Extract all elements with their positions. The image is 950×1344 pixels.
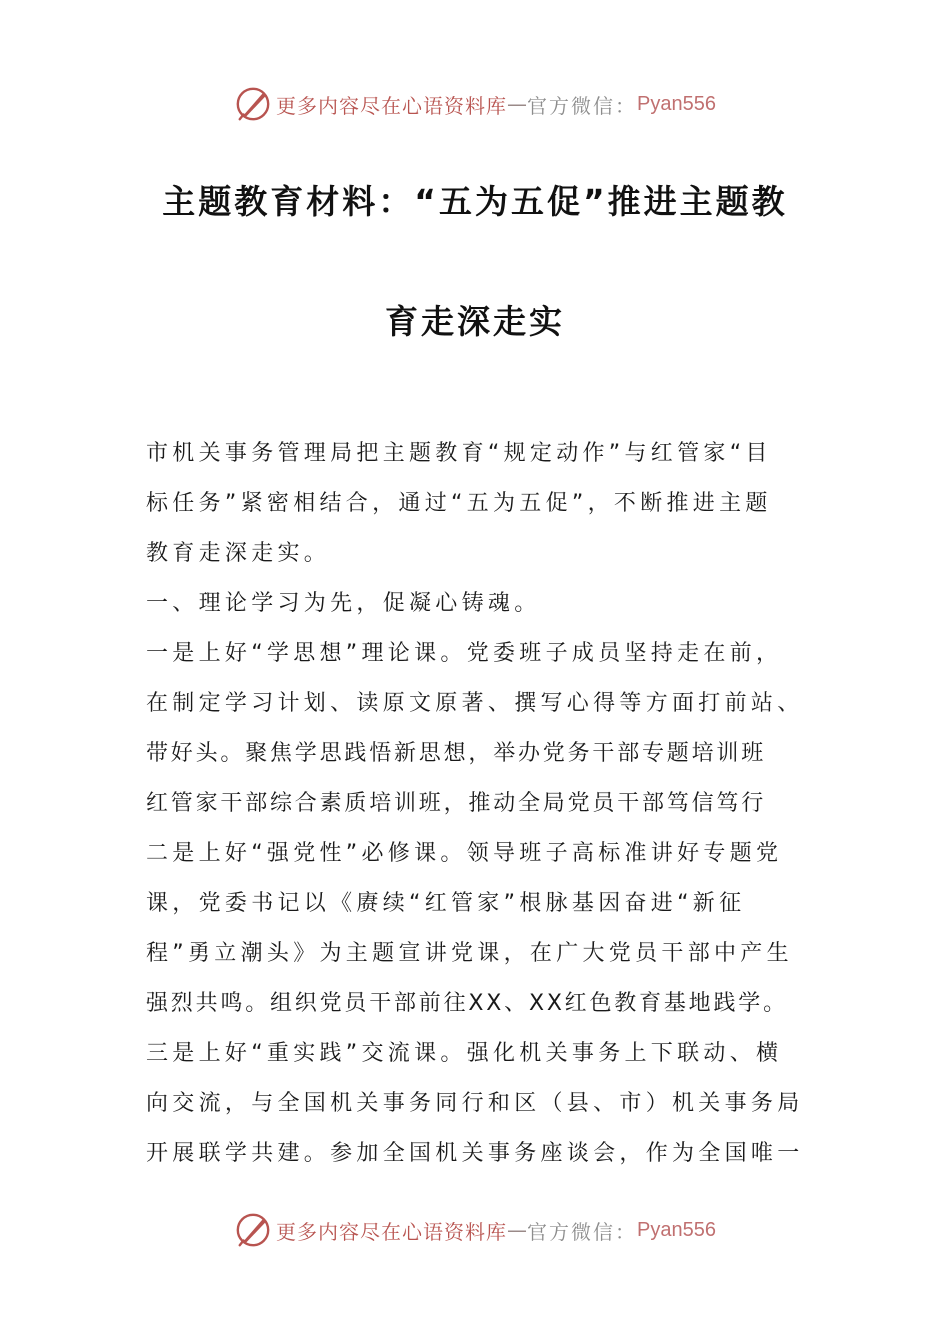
body-line: 带好头。聚焦学思践悟新思想，举办党务干部专题培训班 bbox=[146, 741, 767, 766]
document-body bbox=[146, 429, 811, 1179]
body-line: 二是上好“强党性”必修课。领导班子高标准讲好专题党 bbox=[146, 841, 783, 866]
watermark-wechat-label: 官方微信： bbox=[527, 1219, 638, 1244]
document-title-line-1: 主题教育材料：“五为五促”推进主题教 bbox=[162, 182, 788, 221]
body-line: 强烈共鸣。组织党员干部前往XX、XX红色教育基地践学。 bbox=[146, 991, 788, 1016]
body-line: 开展联学共建。参加全国机关事务座谈会，作为全国唯一 bbox=[146, 1141, 804, 1166]
body-line: 市机关事务管理局把主题教育“规定动作”与红管家“目 bbox=[146, 441, 772, 466]
watermark-wechat-id: Pyan556 bbox=[637, 92, 716, 115]
watermark-wechat-id: Pyan556 bbox=[637, 1218, 716, 1241]
watermark-dash: — bbox=[507, 92, 528, 116]
body-line: 标任务”紧密相结合，通过“五为五促”，不断推进主题 bbox=[146, 491, 772, 516]
body-line: 教育走深走实。 bbox=[146, 541, 331, 566]
watermark-text: 更多内容尽在心语资料库 bbox=[276, 93, 508, 118]
document-title-line-2: 育走深走实 bbox=[385, 302, 565, 341]
watermark-dash: — bbox=[507, 1218, 528, 1242]
body-line: 在制定学习计划、读原文原著、撰写心得等方面打前站、 bbox=[146, 691, 804, 716]
watermark-wechat-label: 官方微信： bbox=[527, 93, 638, 118]
body-line: 程”勇立潮头》为主题宣讲党课，在广大党员干部中产生 bbox=[146, 941, 793, 966]
body-line: 课，党委书记以《赓续“红管家”根脉基因奋进“新征 bbox=[146, 891, 746, 916]
body-line: 红管家干部综合素质培训班，推动全局党员干部笃信笃行 bbox=[146, 791, 767, 816]
body-line: 向交流，与全国机关事务同行和区（县、市）机关事务局 bbox=[146, 1091, 804, 1116]
quill-logo-icon bbox=[234, 1211, 272, 1249]
section-heading: 一、理论学习为先，促凝心铸魂。 bbox=[146, 591, 541, 616]
watermark-banner-bottom bbox=[0, 1208, 950, 1252]
watermark-text: 更多内容尽在心语资料库 bbox=[276, 1219, 508, 1244]
watermark-banner-top bbox=[0, 82, 950, 126]
body-line: 一是上好“学思想”理论课。党委班子成员坚持走在前， bbox=[146, 641, 783, 666]
body-line: 三是上好“重实践”交流课。强化机关事务上下联动、横 bbox=[146, 1041, 783, 1066]
quill-logo-icon bbox=[234, 85, 272, 123]
